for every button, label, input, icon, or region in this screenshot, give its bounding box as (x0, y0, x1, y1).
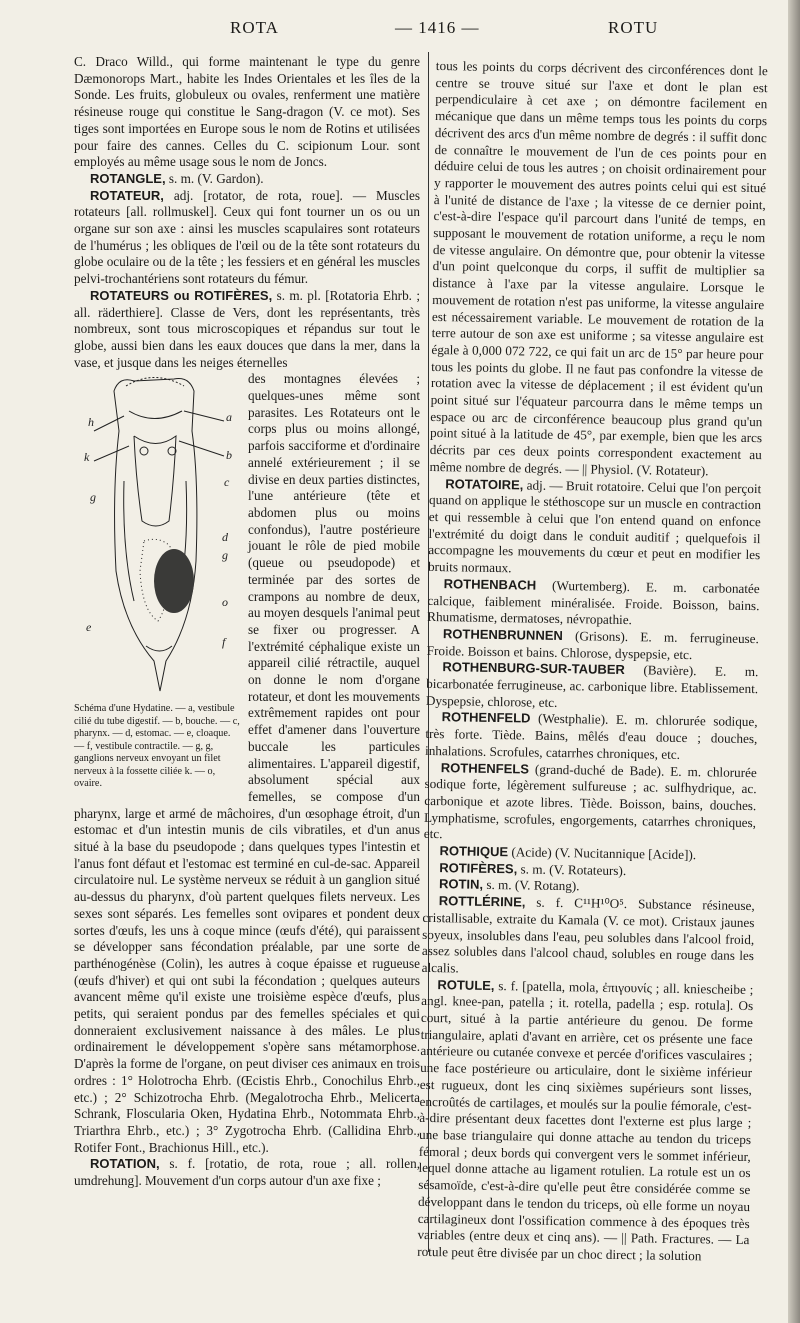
entry-rothenburg (426, 659, 759, 714)
entry-rothenbach (427, 576, 760, 631)
page-number: — 1416 — (395, 18, 480, 37)
entry-body: adj. — Bruit rotatoire. Celui que l'on perçoit quand on applique le stéthoscope sur un muscle en contraction et qui ressemble à celui que l'on entend quand on enfonce l'extrémité du doigt dans le conduit auditif ; quelquefois il accompagne les mouvements du cœur et peut en modifier les bruits normaux. (427, 477, 762, 576)
label-h: h (88, 415, 94, 430)
entry-rottlerine (422, 893, 755, 982)
entry-rothenfeld (425, 709, 758, 764)
entry-rotation-cont: tous les points du corps décrivent des circonférences dont le centre se trouve situé sur l'axe et dont le plan est perpendiculaire à cet axe ; on démontre facilement en mécanique que dans un même temps tous les points du corps décrivent des arcs d'un même nombre de degrés : il suffit donc de connaître le mouvement de l'un de ces points pour en déduire celui de tous les autres ; on choisit ordinairement pour y rapporter le mouvement des autres points celui qui est situé à l'unité de distance de l'axe ; la vitesse de ce dernier point, c'est-à-dire l'espace qu'il parcourt dans l'unité de temps, en supposant le mouvement de rotation uniforme, a reçu le nom de vitesse angulaire. On démontre que, pour obtenir la vitesse d'un point quelconque du corps, il suffit de multiplier sa distance à l'axe par la vitesse angulaire. Lorsque le mouvement de rotation n'est pas uniforme, la vitesse angulaire est nécessairement variable. Le mouvement de rotation de la terre autour de son axe est uniforme ; sa vitesse angulaire est égale à 0,000 072 722, ce qui fait un arc de 15° par heure pour tous les points du globe. Il ne faut pas confondre la vitesse de rotation avec la vitesse de déplacement ; il est évident qu'un point situé sur l'équateur parcourra dans le même temps un espace ou arc de circonférence beaucoup plus grand qu'un point situé à la latitude de 45°, par exemple, bien que les arcs décrits par ces deux points correspondent exactement au même nombre de degrés. — || Physiol. (V. Rotateur). (429, 58, 768, 479)
headword: ROTHENFELS (440, 759, 530, 777)
headword: ROTHENBACH (443, 575, 537, 593)
entry-body: (Westphalie). E. m. chlorurée sodique, très forte. Tiède. Bains, mêlés d'eau douce ; douches, inhalations. Scrofules, catarrhes chroniques, etc. (425, 711, 758, 762)
entry-body: s. f. [rotatio, de rota, roue ; all. rollen, umdrehung]. Mouvement d'un corps autour d'un axe fixe ; (74, 1156, 420, 1189)
headword: ROTIN, (438, 876, 484, 893)
entry-body: (Grisons). E. m. ferrugineuse. Froide. Boisson et bains. Chlorose, dyspepsie, etc. (426, 628, 760, 662)
entry-body: adj. [rotator, de rota, roue]. — Muscles rotateurs [all. rollmuskel]. Ceux qui font tourner un os ou un organe sur son axe : ainsi les muscles scapulaires sont rotateurs de l'humérus ; les obliques de l'œil ou de la tête sont rotateurs du globe oculaire ou de la tête ; les fessiers et en général les muscles pelvi-trochantériens sont rotateurs du fémur. (74, 187, 420, 287)
headword: ROTANGLE, (90, 170, 166, 186)
label-e: e (86, 620, 92, 635)
entry-rotule (417, 977, 753, 1266)
entry-rotateur (74, 188, 420, 288)
headword: ROTIFÈRES, (439, 859, 518, 877)
entry-rotateurs (74, 288, 420, 372)
entry-body: s. m. (V. Rotateurs). (520, 861, 627, 878)
entry-rotangle (74, 171, 420, 188)
entry-body: s. m. (V. Rotang). (486, 877, 580, 894)
running-head-right: ROTU (608, 18, 659, 37)
label-b: b (226, 448, 232, 463)
hydatine-illustration (74, 371, 242, 696)
headword: ROTATEUR, (90, 187, 164, 203)
figure-caption: Schéma d'une Hydatine. — a, vestibule cilié du tube digestif. — b, bouche. — c, pharynx. — d, estomac. — e, cloaque. — f, vestibule contractile. — g, g, ganglions nerveux envoyant un filet nerveux à la fossette ciliée k. — o, ovaire. (74, 703, 240, 790)
label-d: d (222, 530, 228, 545)
headword: ROTHIQUE (439, 843, 509, 860)
entry-rothenbrunnen (427, 626, 759, 665)
page-edge (788, 0, 800, 1323)
headword: ROTHENBURG-SUR-TAUBER (442, 659, 626, 678)
headword: ROTTLÉRINE, (438, 893, 526, 910)
entry-body: (Wurtemberg). E. m. carbonatée calcique, faiblement minéralisée. Froide. Boisson, bains. Rhumatisme, dermatoses, névropathie. (427, 577, 760, 628)
headword: ROTHENFELD (441, 709, 531, 726)
hydatine-figure (74, 371, 242, 790)
entry-body: s. m. (V. Gardon). (168, 170, 264, 186)
headword: ROTATOIRE, (445, 475, 524, 493)
headword: ROTATEURS ou ROTIFÈRES, (90, 287, 273, 303)
running-head-left: ROTA (230, 18, 279, 37)
entry-body: s. f. [patella, mola, ἐπιγουνίς ; all. kniescheibe ; angl. knee-pan, patella ; it. rotella, padella ; esp. rotula]. Os court, situé à la partie antérieure du genou. De forme triangulaire, aplati d'avant en arrière, cet os présente une face antérieure ou cutanée convexe et percée d'orifices vasculaires ; une face postérieure ou articulaire, dont le sixième inférieur est rugueux, dont les cinq sixièmes supérieurs sont lisses, encroûtés de cartilages, et moulés sur la poulie fémorale, c'est-à-dire présentant deux facettes dont l'externe est plus large ; une base triangulaire qui donne attache au tendon du triceps fémoral ; deux bords qui convergent vers le sommet inférieur, lequel donne attache au ligament rotulien. La rotule est un os sésamoïde, c'est-à-dire qu'elle peut être considérée comme se développant dans le tendon du triceps, où elle forme un noyau cartilagineux dont l'ossification commence à des époques très variables (entre deux et cinq ans). — || Path. Fractures. — La rotule peut être divisée par un choc direct ; la solution (417, 977, 754, 1264)
entry-body: (grand-duché de Bade). E. m. chlorurée sodique forte, légèrement sulfureuse ; ac. sulfhydrique, ac. carbonique et azote libres. Tiède. Boisson, bains, douches. Lymphatisme, scrofules, engorgements, catarrhes chroniques, etc. (423, 761, 757, 842)
entry-rothenfels (424, 759, 757, 848)
right-column (417, 58, 768, 1266)
entry-body: (Acide) (V. Nucitannique [Acide]). (511, 844, 697, 863)
label-g-right: g (222, 548, 228, 563)
label-a: a (226, 410, 232, 425)
headword: ROTULE, (437, 976, 495, 993)
entry-body: s. m. pl. [Rotatoria Ehrb. ; all. räderthiere]. Classe de Vers, dont les représentants, très nombreux, sont tous microscopiques et répandus sur tout le globe, aussi bien dans les eaux douces que dans la mer, dans la vase, et jusque dans les neiges éternelles (74, 287, 420, 370)
label-g-left: g (90, 490, 96, 505)
entry-rotation (74, 1156, 420, 1189)
label-k: k (84, 450, 90, 465)
entry-continuation: C. Draco Willd., qui forme maintenant le type du genre Dæmonorops Mart., habite les Indes Orientales et les îles de la Sonde. Les fruits, globuleux ou ovales, renferment une matière résineuse rouge qui constitue le Sang-dragon (V. ce mot). Ses tiges sont importées en Europe sous le nom de Rotins et utilisées pour faire des cannes. Celles du C. scipionum Lour. sont employés au même usage sous le nom de Joncs. (74, 54, 420, 170)
entry-body: s. f. C¹¹H¹⁰O⁵. Substance résineuse, cristallisable, extraite du Kamala (V. ce mot). Cristaux jaunes soyeux, insolubles dans l'eau, peu solubles dans l'alcool froid, assez solubles dans l'alcool chaud, solubles en rouge dans les alcalis. (421, 894, 755, 976)
entry-body: (Bavière). E. m. bicarbonatée ferrugineuse, ac. carbonique libre. Etablissement. Dyspepsie, chlorose, etc. (425, 662, 759, 710)
entry-rotateurs-cont: des montagnes élevées ; quelques-unes même sont parasites. Les Rotateurs ont le corps plus ou moins allongé, parfois sacciforme et d'ordinaire annelé extérieurement ; il se divise en deux parties distinctes, l'une antérieure (tête et abdomen plus ou moins confondus), l'autre postérieure jouant le rôle de pied mobile (queue ou pseudopode) et terminée par des sortes de crampons au nombre de deux, au moyen desquels l'animal peut se fixer ou progresser. A l'extrémité céphalique existe un appareil cilié rétractile, auquel on donne le nom d'organe rotateur, et dont les mouvements extrêmement rapides ont pour effet d'amener dans l'ouverture buccale les particules alimentaires. L'appareil digestif, absolument spécial aux femelles, se compose d'un pharynx, large et armé de mâchoires, d'un œsophage étroit, d'un estomac et d'un intestin munis de cils vibratiles, et d'un anus situé à la base du pseudopode ; dans quelques types l'intestin et l'anus font défaut et l'estomac est terminé en cul-de-sac. Appareil circulatoire nul. Le système nerveux se réduit à un ganglion situé au-dessus du pharynx, d'où partent quelques filets nerveux. Les sexes sont séparés. Les femelles sont ovipares et pondent deux sortes d'œufs, les uns à coque mince (œufs d'été), qui paraissent se développer sans fécondation préalable, par une sorte de parthénogénèse (Colin), les autres à coque épaisse et rugueuse (œufs d'hiver) et qui ont subi la fécondation ; quelques auteurs avancent même qu'il existe une troisième espèce d'œufs, plus petits, qui seraient pondus par des femelles spéciales et qui donneraient exclusivement naissance à des mâles. Le plus ordinairement le développement s'opère sans métamorphose. D'après la forme de l'organe, on peut diviser ces animaux en trois ordres : 1° Holotrocha Ehrb. (Œcistis Ehrb., Conochilus Ehrb., etc.) ; 2° Schizotrocha Ehrb. (Megalotrocha Ehrb., Melicerta Schrank, Floscularia Oken, Hydatina Ehrb., Notommata Ehrb., Triarthra Ehrb., etc.) ; 3° Zygotrocha Ehrb. (Callidina Ehrb., Rotifer Font., Brachionus Hill., etc.). (74, 371, 420, 1155)
left-column (74, 54, 420, 1190)
headword: ROTATION, (90, 1156, 160, 1172)
entry-rotatoire (428, 476, 762, 581)
label-c: c (224, 475, 230, 490)
label-f: f (222, 635, 226, 650)
headword: ROTHENBRUNNEN (442, 626, 563, 643)
label-o: o (222, 595, 228, 610)
